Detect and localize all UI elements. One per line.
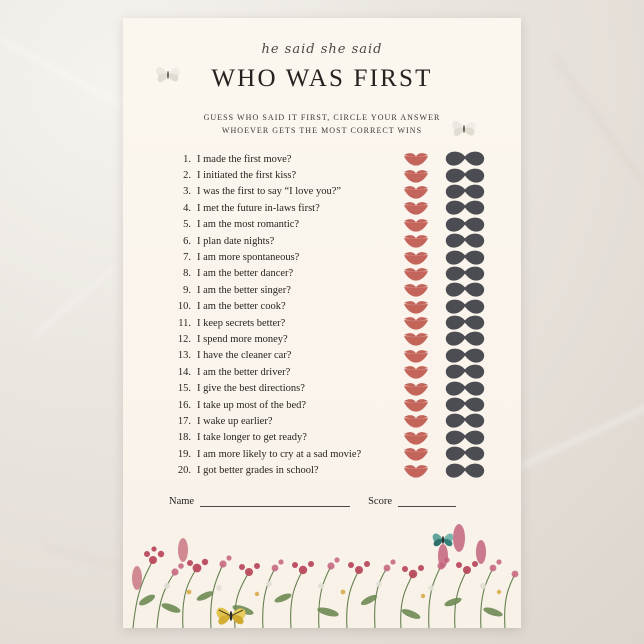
- lips-icon[interactable]: [403, 267, 429, 281]
- question-number: 4.: [183, 202, 191, 214]
- question-row: [123, 380, 521, 396]
- question-text: I wake up earlier?: [197, 415, 273, 427]
- mustache-icon[interactable]: [445, 331, 485, 347]
- floral-border: [123, 468, 521, 628]
- question-text: I am more likely to cry at a sad movie?: [197, 448, 362, 460]
- answer-her[interactable]: [393, 283, 439, 297]
- question-text: I take longer to get ready?: [197, 432, 307, 444]
- lips-icon[interactable]: [403, 349, 429, 363]
- question-number: 3.: [183, 186, 191, 198]
- instructions-line-1: GUESS WHO SAID IT FIRST, CIRCLE YOUR ANSWER: [203, 113, 441, 122]
- question-text: I plan date nights?: [197, 235, 275, 247]
- answer-him[interactable]: [439, 200, 491, 216]
- answer-her[interactable]: [393, 464, 439, 478]
- mustache-icon[interactable]: [445, 151, 485, 167]
- name-input-line[interactable]: [200, 495, 350, 507]
- answer-him[interactable]: [439, 446, 491, 462]
- question-number: 1.: [183, 153, 191, 165]
- question-row: [123, 364, 521, 380]
- answer-him[interactable]: [439, 168, 491, 184]
- marble-vein: [508, 390, 644, 473]
- question-number: 6.: [183, 235, 191, 247]
- lips-icon[interactable]: [403, 316, 429, 330]
- question-number: 12.: [177, 333, 191, 345]
- question-text: I spend more money?: [197, 333, 288, 345]
- lips-icon[interactable]: [403, 169, 429, 183]
- question-text: I got better grades in school?: [197, 465, 319, 477]
- answer-her[interactable]: [393, 300, 439, 314]
- lips-icon[interactable]: [403, 185, 429, 199]
- question-number: 18.: [177, 432, 191, 444]
- answer-him[interactable]: [439, 397, 491, 413]
- lips-icon[interactable]: [403, 300, 429, 314]
- lips-icon[interactable]: [403, 218, 429, 232]
- question-row: [123, 462, 521, 478]
- instructions-line-2: WHOEVER GETS THE MOST CORRECT WINS: [221, 126, 423, 135]
- butterfly-icon: [429, 526, 457, 552]
- answer-her[interactable]: [393, 316, 439, 330]
- answer-her[interactable]: [393, 447, 439, 461]
- answer-him[interactable]: [439, 430, 491, 446]
- lips-icon[interactable]: [403, 283, 429, 297]
- question-text: I am the better cook?: [197, 301, 286, 313]
- mustache-icon[interactable]: [445, 299, 485, 315]
- mustache-icon[interactable]: [445, 381, 485, 397]
- question-number: 5.: [183, 219, 191, 231]
- answer-her[interactable]: [393, 382, 439, 396]
- mustache-icon[interactable]: [445, 397, 485, 413]
- answer-him[interactable]: [439, 151, 491, 167]
- question-text: I am the better singer?: [197, 284, 291, 296]
- mustache-icon[interactable]: [445, 430, 485, 446]
- answer-him[interactable]: [439, 331, 491, 347]
- lips-icon[interactable]: [403, 464, 429, 478]
- lips-icon[interactable]: [403, 365, 429, 379]
- question-row: [123, 233, 521, 249]
- lips-icon[interactable]: [403, 447, 429, 461]
- page-title: WHO WAS FIRST: [211, 65, 433, 92]
- lips-icon[interactable]: [403, 251, 429, 265]
- answer-her[interactable]: [393, 349, 439, 363]
- question-number: 7.: [183, 252, 191, 264]
- question-row: [123, 282, 521, 298]
- question-text: I keep secrets better?: [197, 317, 286, 329]
- mustache-icon[interactable]: [445, 217, 485, 233]
- question-text: I was the first to say “I love you?”: [197, 186, 342, 198]
- lips-icon[interactable]: [403, 382, 429, 396]
- answer-her[interactable]: [393, 332, 439, 346]
- mustache-icon[interactable]: [445, 168, 485, 184]
- answer-her[interactable]: [393, 201, 439, 215]
- question-number: 16.: [177, 399, 191, 411]
- name-label: Name: [169, 495, 195, 507]
- question-row: [123, 299, 521, 315]
- answer-him[interactable]: [439, 184, 491, 200]
- mustache-icon[interactable]: [445, 348, 485, 364]
- question-text: I have the cleaner car?: [197, 350, 292, 362]
- answer-him[interactable]: [439, 381, 491, 397]
- instructions: [123, 111, 521, 137]
- answer-him[interactable]: [439, 315, 491, 331]
- question-row: [123, 430, 521, 446]
- question-text: I am more spontaneous?: [197, 252, 300, 264]
- answer-him[interactable]: [439, 364, 491, 380]
- answer-him[interactable]: [439, 266, 491, 282]
- question-number: 19.: [177, 448, 191, 460]
- answer-him[interactable]: [439, 348, 491, 364]
- mustache-icon[interactable]: [445, 250, 485, 266]
- mustache-icon[interactable]: [445, 446, 485, 462]
- answer-her[interactable]: [393, 267, 439, 281]
- answer-him[interactable]: [439, 250, 491, 266]
- lips-icon[interactable]: [403, 152, 429, 166]
- score-input-line[interactable]: [398, 495, 456, 507]
- answer-her[interactable]: [393, 251, 439, 265]
- question-row: [123, 266, 521, 282]
- answer-him[interactable]: [439, 233, 491, 249]
- answer-him[interactable]: [439, 463, 491, 479]
- answer-her[interactable]: [393, 169, 439, 183]
- question-text: I met the future in-laws first?: [197, 202, 320, 214]
- mustache-icon[interactable]: [445, 315, 485, 331]
- answer-her[interactable]: [393, 152, 439, 166]
- footer-fields: [123, 495, 521, 507]
- answer-her[interactable]: [393, 365, 439, 379]
- question-row: [123, 348, 521, 364]
- marble-vein: [0, 37, 123, 105]
- question-row: [123, 200, 521, 216]
- question-row: [123, 315, 521, 331]
- mustache-icon[interactable]: [445, 200, 485, 216]
- question-number: 14.: [177, 366, 191, 378]
- script-subtitle: he said she said: [261, 42, 383, 57]
- lips-icon[interactable]: [403, 398, 429, 412]
- lips-icon[interactable]: [403, 234, 429, 248]
- answer-her[interactable]: [393, 218, 439, 232]
- question-row: [123, 397, 521, 413]
- marble-vein: [32, 265, 118, 337]
- question-number: 13.: [177, 350, 191, 362]
- lips-icon[interactable]: [403, 332, 429, 346]
- mustache-icon[interactable]: [445, 413, 485, 429]
- score-label: Score: [368, 495, 392, 507]
- question-text: I take up most of the bed?: [197, 399, 307, 411]
- mustache-icon[interactable]: [445, 233, 485, 249]
- lips-icon[interactable]: [403, 431, 429, 445]
- answer-her[interactable]: [393, 431, 439, 445]
- question-text: I made the first move?: [197, 153, 292, 165]
- question-text: I give the best directions?: [197, 383, 305, 395]
- answer-her[interactable]: [393, 414, 439, 428]
- question-row: [123, 167, 521, 183]
- answer-her[interactable]: [393, 398, 439, 412]
- answer-her[interactable]: [393, 234, 439, 248]
- question-row: [123, 331, 521, 347]
- lips-icon[interactable]: [403, 201, 429, 215]
- question-number: 15.: [177, 383, 191, 395]
- question-row: [123, 249, 521, 265]
- question-row: [123, 217, 521, 233]
- answer-him[interactable]: [439, 413, 491, 429]
- answer-him[interactable]: [439, 299, 491, 315]
- mustache-icon[interactable]: [445, 282, 485, 298]
- lips-icon[interactable]: [403, 414, 429, 428]
- game-card: [123, 18, 521, 628]
- question-row: [123, 446, 521, 462]
- answer-him[interactable]: [439, 282, 491, 298]
- question-list: [123, 151, 521, 479]
- mustache-icon[interactable]: [445, 364, 485, 380]
- mustache-icon[interactable]: [445, 266, 485, 282]
- question-row: [123, 184, 521, 200]
- question-number: 20.: [177, 465, 191, 477]
- question-number: 9.: [183, 284, 191, 296]
- question-text: I am the better dancer?: [197, 268, 294, 280]
- question-number: 11.: [178, 317, 191, 329]
- answer-him[interactable]: [439, 217, 491, 233]
- question-number: 17.: [177, 415, 191, 427]
- mustache-icon[interactable]: [445, 184, 485, 200]
- question-row: [123, 413, 521, 429]
- question-number: 10.: [177, 301, 191, 313]
- question-row: [123, 151, 521, 167]
- butterfly-icon: [211, 598, 251, 628]
- question-number: 8.: [183, 268, 191, 280]
- answer-her[interactable]: [393, 185, 439, 199]
- question-number: 2.: [183, 170, 191, 182]
- question-text: I am the most romantic?: [197, 219, 300, 231]
- question-text: I am the better driver?: [197, 366, 291, 378]
- mustache-icon[interactable]: [445, 463, 485, 479]
- question-text: I initiated the first kiss?: [197, 170, 297, 182]
- marble-vein: [553, 55, 644, 188]
